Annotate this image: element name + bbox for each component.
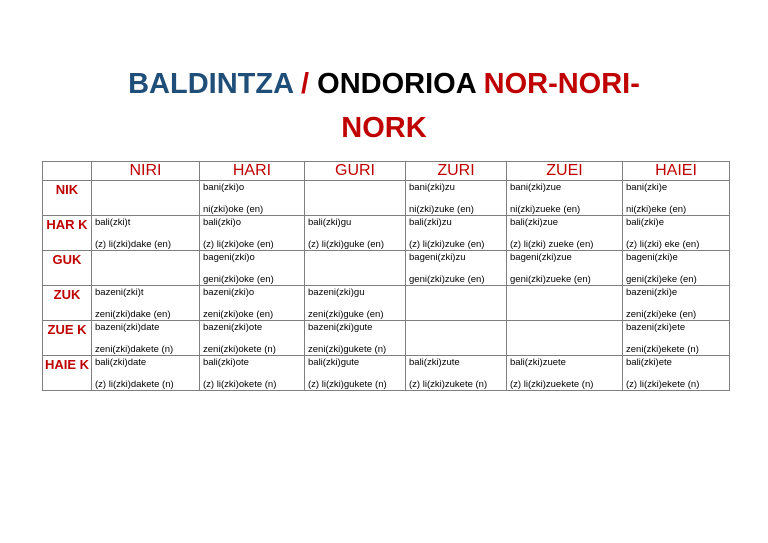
page-title (0, 62, 768, 150)
condition-form: bageni(zki)zu (409, 252, 466, 263)
table-cell (305, 321, 406, 356)
table-cell (623, 321, 730, 356)
condition-form (305, 251, 405, 264)
consequence-form: (z) li(zki)oke (en) (203, 239, 274, 250)
condition-form: bali(zki)zue (510, 217, 559, 228)
table-cell (305, 251, 406, 286)
consequence-form: (z) li(zki) zueke (en) (510, 239, 594, 250)
consequence-form: ni(zki)eke (en) (626, 204, 687, 215)
condition-form: bani(zki)zue (510, 182, 562, 193)
condition-form (406, 321, 506, 334)
condition-form: bageni(zki)o (203, 252, 255, 263)
table-cell (92, 181, 200, 216)
condition-form: bazeni(zki)ote (203, 322, 263, 333)
table-cell (200, 286, 305, 321)
condition-form: bazeni(zki)ete (626, 322, 686, 333)
consequence-form: (z) li(zki)zuke (en) (409, 239, 485, 250)
table-cell (305, 181, 406, 216)
consequence-form: (z) li(zki)guke (en) (308, 239, 385, 250)
condition-form (507, 321, 622, 334)
condition-form: bali(zki)zute (409, 357, 460, 368)
condition-form: bazeni(zki)o (203, 287, 255, 298)
table-cell (92, 251, 200, 286)
condition-form: bazeni(zki)date (95, 322, 160, 333)
table-row (43, 216, 730, 251)
table-cell (305, 356, 406, 391)
condition-form: bali(zki)zu (409, 217, 452, 228)
row-header: ZUE K (43, 321, 92, 356)
col-header-niri: NIRI (92, 162, 200, 181)
condition-form: bazeni(zki)gu (308, 287, 365, 298)
condition-form: bani(zki)e (626, 182, 668, 193)
consequence-form: (z) li(zki)dakete (n) (95, 379, 174, 390)
condition-form: bali(zki)zuete (510, 357, 566, 368)
row-header: NIK (43, 181, 92, 216)
consequence-form: ni(zki)oke (en) (203, 204, 264, 215)
condition-form (92, 181, 199, 194)
header-row (43, 162, 730, 181)
consequence-form: (z) li(zki)gukete (n) (308, 379, 387, 390)
table-cell (623, 181, 730, 216)
table-cell (406, 286, 507, 321)
consequence-form: (z) li(zki)zuekete (n) (510, 379, 594, 390)
title-nor-nori: NOR-NORI- (483, 68, 640, 100)
col-header-zuei: ZUEI (507, 162, 623, 181)
table-cell (406, 356, 507, 391)
consequence-form: geni(zki)oke (en) (203, 274, 274, 285)
consequence-form (406, 299, 506, 309)
title-ondorioa: ONDORIOA (309, 68, 484, 100)
table-cell (507, 251, 623, 286)
table-row (43, 286, 730, 321)
condition-form (305, 181, 405, 194)
row-header: HAR K (43, 216, 92, 251)
condition-form: bani(zki)zu (409, 182, 455, 193)
condition-form: bageni(zki)zue (510, 252, 572, 263)
col-header-haiei: HAIEI (623, 162, 730, 181)
table-cell (623, 286, 730, 321)
table-cell (200, 181, 305, 216)
condition-form: bageni(zki)e (626, 252, 678, 263)
consequence-form: (z) li(zki)ekete (n) (626, 379, 700, 390)
table-cell (200, 251, 305, 286)
consequence-form: zeni(zki)dakete (n) (95, 344, 174, 355)
table-row (43, 251, 730, 286)
title-baldintza: BALDINTZA (128, 68, 302, 100)
table-cell (92, 286, 200, 321)
conjugation-table (42, 161, 730, 391)
table-cell (507, 356, 623, 391)
table-cell (623, 251, 730, 286)
consequence-form: zeni(zki)eke (en) (626, 309, 697, 320)
table-cell (623, 356, 730, 391)
condition-form: bali(zki)o (203, 217, 242, 228)
table-row (43, 356, 730, 391)
condition-form: bali(zki)e (626, 217, 665, 228)
condition-form: bali(zki)ete (626, 357, 672, 368)
consequence-form: zeni(zki)oke (en) (203, 309, 274, 320)
corner-cell (43, 162, 92, 181)
condition-form: bazeni(zki)gute (308, 322, 373, 333)
row-header: GUK (43, 251, 92, 286)
condition-form: bali(zki)t (95, 217, 131, 228)
table-cell (406, 251, 507, 286)
table-row (43, 181, 730, 216)
condition-form (92, 251, 199, 264)
table-cell (406, 216, 507, 251)
table-cell (200, 356, 305, 391)
consequence-form: zeni(zki)dake (en) (95, 309, 171, 320)
consequence-form: (z) li(zki)zukete (n) (409, 379, 488, 390)
table-cell (92, 356, 200, 391)
condition-form: bazeni(zki)e (626, 287, 678, 298)
table-cell (507, 181, 623, 216)
table-cell (305, 286, 406, 321)
condition-form: bazeni(zki)t (95, 287, 144, 298)
consequence-form (305, 194, 405, 204)
consequence-form: zeni(zki)gukete (n) (308, 344, 387, 355)
consequence-form: (z) li(zki) eke (en) (626, 239, 700, 250)
consequence-form (507, 299, 622, 309)
table-cell (507, 321, 623, 356)
title-slash: / (301, 68, 310, 100)
table-cell (406, 321, 507, 356)
col-header-hari: HARI (200, 162, 305, 181)
consequence-form: zeni(zki)ekete (n) (626, 344, 699, 355)
table-cell (623, 216, 730, 251)
table-row (43, 321, 730, 356)
consequence-form (305, 264, 405, 274)
condition-form (406, 286, 506, 299)
table-cell (507, 286, 623, 321)
condition-form: bali(zki)date (95, 357, 147, 368)
condition-form: bali(zki)gu (308, 217, 352, 228)
table-cell (200, 216, 305, 251)
condition-form (507, 286, 622, 299)
table-cell (92, 321, 200, 356)
table-cell (507, 216, 623, 251)
condition-form: bali(zki)ote (203, 357, 249, 368)
col-header-guri: GURI (305, 162, 406, 181)
table-cell (305, 216, 406, 251)
consequence-form (92, 194, 199, 204)
consequence-form: ni(zki)zueke (en) (510, 204, 581, 215)
condition-form: bani(zki)o (203, 182, 245, 193)
table-cell (406, 181, 507, 216)
col-header-zuri: ZURI (406, 162, 507, 181)
table-cell (92, 216, 200, 251)
consequence-form (507, 334, 622, 344)
condition-form: bali(zki)gute (308, 357, 360, 368)
consequence-form: geni(zki)eke (en) (626, 274, 697, 285)
row-header: ZUK (43, 286, 92, 321)
consequence-form: zeni(zki)guke (en) (308, 309, 384, 320)
consequence-form: geni(zki)zueke (en) (510, 274, 591, 285)
table-cell (200, 321, 305, 356)
consequence-form (92, 264, 199, 274)
consequence-form: zeni(zki)okete (n) (203, 344, 276, 355)
consequence-form: geni(zki)zuke (en) (409, 274, 485, 285)
consequence-form: ni(zki)zuke (en) (409, 204, 474, 215)
consequence-form (406, 334, 506, 344)
consequence-form: (z) li(zki)dake (en) (95, 239, 172, 250)
row-header: HAIE K (43, 356, 92, 391)
consequence-form: (z) li(zki)okete (n) (203, 379, 277, 390)
title-nork: NORK (341, 112, 427, 144)
